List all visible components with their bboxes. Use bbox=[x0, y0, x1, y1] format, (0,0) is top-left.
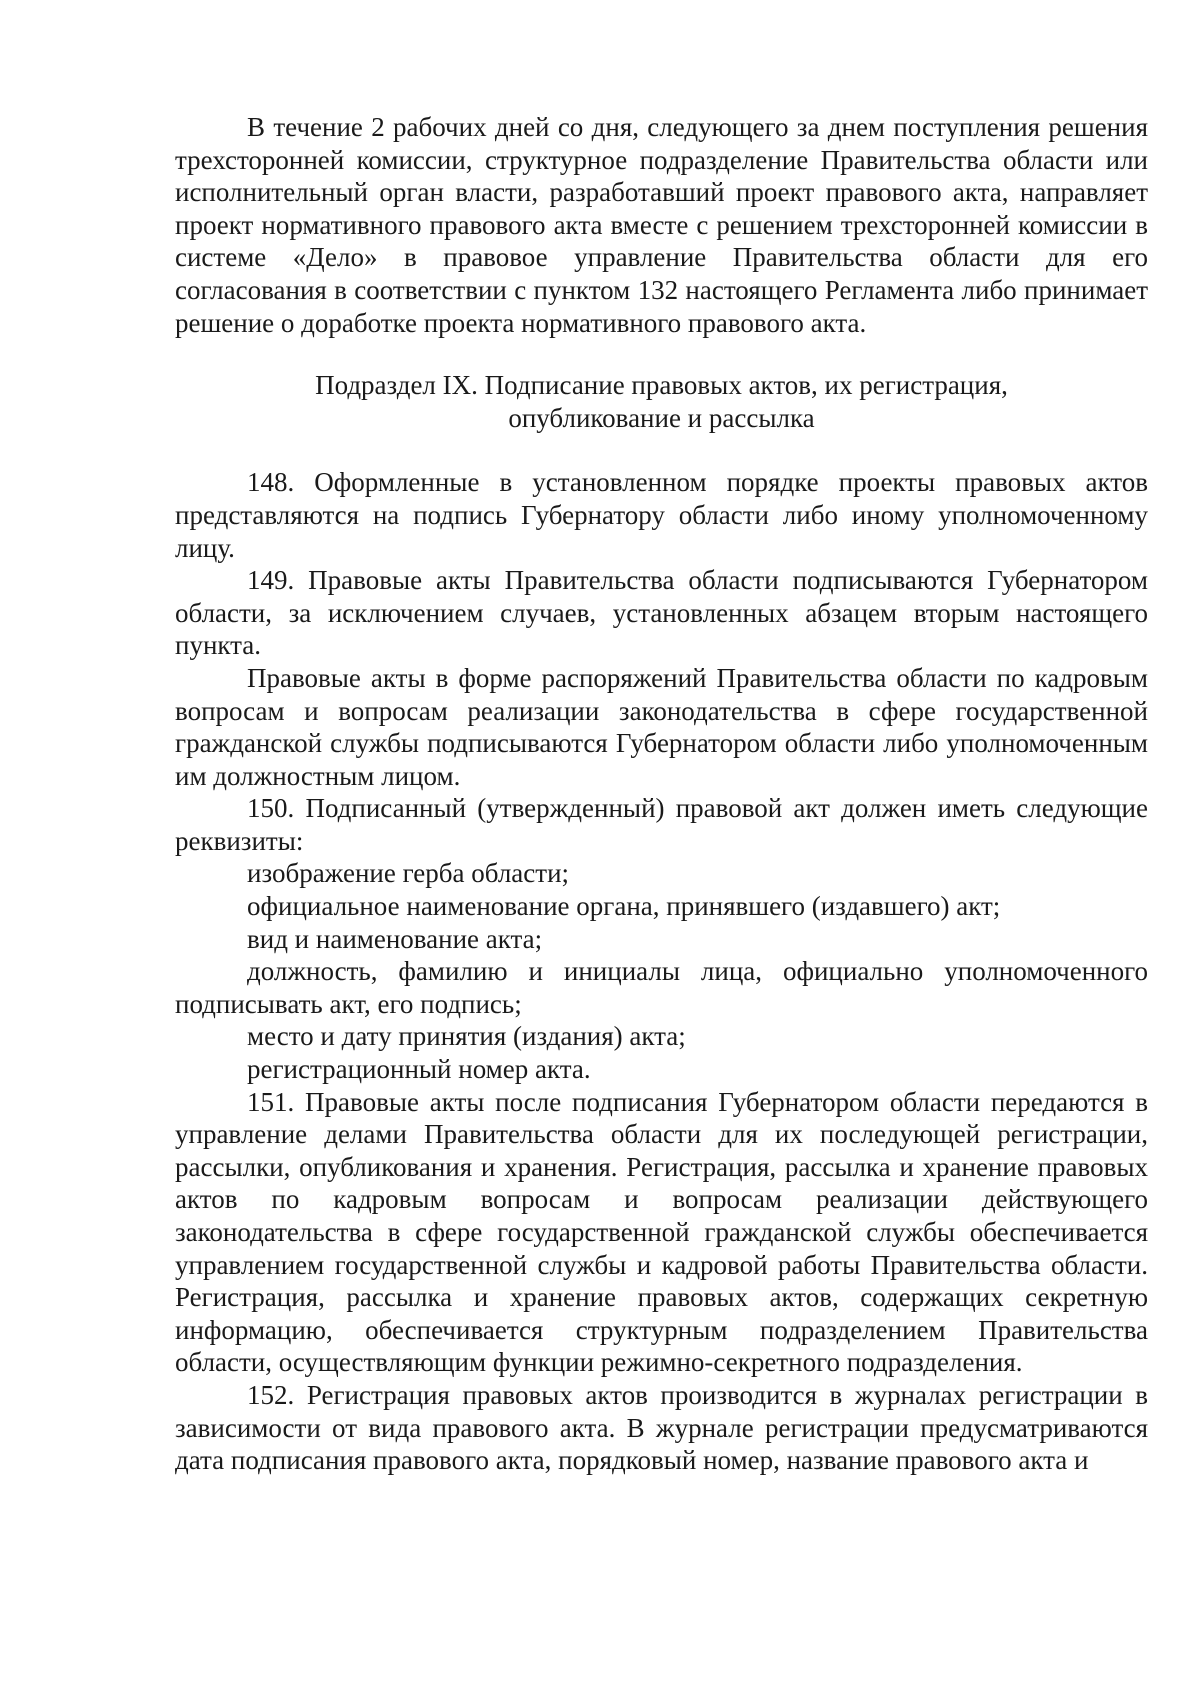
paragraph-152: 152. Регистрация правовых актов производится в журналах регистрации в зависимости от вида правового акта. В журнале регистрации предусматриваются дата подписания правового акта, порядковый номер, название правового акта и bbox=[175, 1379, 1148, 1476]
requisite-item: официальное наименование органа, принявшего (издавшего) акт; bbox=[247, 891, 1001, 922]
requisite-item: регистрационный номер акта. bbox=[247, 1054, 591, 1085]
requisite-item: место и дату принятия (издания) акта; bbox=[247, 1021, 686, 1052]
paragraph-148: 148. Оформленные в установленном порядке проекты правовых актов представляются на подпись Губернатору области либо иному уполномоченному лицу. bbox=[175, 467, 1148, 563]
section-heading-line-2: опубликование и рассылка bbox=[508, 402, 815, 433]
requisite-item: изображение герба области; bbox=[247, 858, 570, 889]
paragraph-150: 150. Подписанный (утвержденный) правовой акт должен иметь следующие реквизиты: bbox=[175, 793, 1148, 856]
requisite-item: должность, фамилию и инициалы лица, официально уполномоченного подписывать акт, его подпись; bbox=[175, 956, 1148, 1019]
paragraph-151: 151. Правовые акты после подписания Губернатором области передаются в управление делами Правительства области для их последующей регистрации, рассылки, опубликования и хранения. Регистрация, рассылка и хранение правовых актов по кадровым вопросам и вопросам реализации действующего законодательства в сфере государственной гражданской службы обеспечивается управлением государственной службы и кадровой работы Правительства области. Регистрация, рассылка и хранение правовых актов, содержащих секретную информацию, обеспечивается структурным подразделением Правительства области, осуществляющим функции режимно-секретного подразделения. bbox=[175, 1086, 1148, 1378]
spacer bbox=[175, 434, 1148, 466]
section-heading-line-1: Подраздел IX. Подписание правовых актов, их регистрация, bbox=[315, 370, 1008, 401]
paragraph-149-second: Правовые акты в форме распоряжений Правительства области по кадровым вопросам и вопросам реализации законодательства в сфере государственной гражданской службы подписываются Губернатором области либо уполномоченным им должностным лицом. bbox=[175, 662, 1148, 791]
paragraph-149: 149. Правовые акты Правительства области подписываются Губернатором области, за исключением случаев, установленных абзацем вторым настоящего пункта. bbox=[175, 565, 1148, 661]
section-heading bbox=[175, 369, 1148, 434]
requisite-item: вид и наименование акта; bbox=[247, 923, 543, 954]
spacer bbox=[175, 339, 1148, 369]
intro-paragraph: В течение 2 рабочих дней со дня, следующего за днем поступления решения трехсторонней комиссии, структурное подразделение Правительства области или исполнительный орган власти, разработавший проект правового акта, направляет проект нормативного правового акта вместе с решением трехсторонней комиссии в системе «Дело» в правовое управление Правительства области для его согласования в соответствии с пунктом 132 настоящего Регламента либо принимает решение о доработке проекта нормативного правового акта. bbox=[175, 112, 1148, 338]
